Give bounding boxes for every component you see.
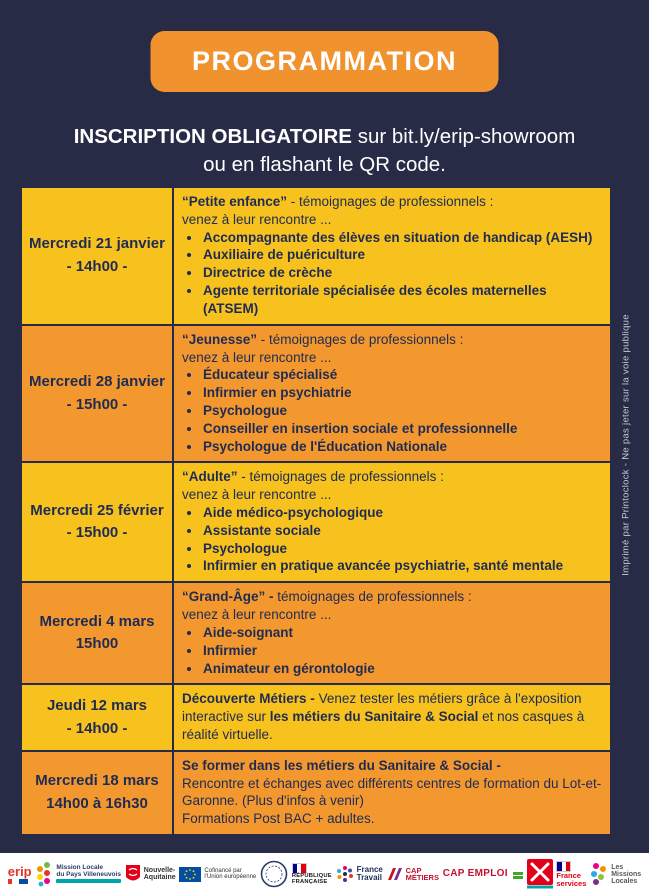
cap-metiers-line2: MÉTIERS <box>405 873 439 882</box>
session-title: “Adulte” - témoignages de professionnels : <box>182 469 444 485</box>
schedule-table <box>22 188 610 834</box>
session-title: “Petite enfance” - témoignages de professionnels : <box>182 194 494 209</box>
missions-locales-line1: Les <box>611 863 624 871</box>
logo-union-europeenne <box>179 867 256 882</box>
session-subtitle: venez à leur rencontre ... <box>182 607 332 623</box>
logo-erip <box>8 865 32 884</box>
date-line: - 14h00 - <box>66 257 128 275</box>
date-line: - 14h00 - <box>66 719 128 737</box>
missions-locales-line2: Missions <box>611 870 642 878</box>
bullet-item: • Conseiller en insertion sociale et professionnelle <box>202 420 604 438</box>
cap-emploi-wordmark: CAP EMPLOI <box>442 868 508 879</box>
schedule-row <box>22 188 610 324</box>
nouvelle-aquitaine-line1: Nouvelle- <box>143 867 176 874</box>
missions-locales-line3: Locales <box>611 877 638 885</box>
round-seal-icon <box>260 860 288 888</box>
bullet-item: • Auxiliaire de puériculture <box>202 246 604 264</box>
logo-cap-emploi <box>443 869 523 879</box>
date-cell <box>22 463 172 581</box>
mission-locale-circles-icon <box>35 861 53 887</box>
bullet-item: • Psychologue <box>202 402 604 420</box>
bullet-item: • Directrice de crèche <box>202 264 604 282</box>
date-line: - 15h00 - <box>66 395 128 413</box>
cap-metiers-ribbon-icon <box>387 866 403 882</box>
red-cross-tile-icon <box>527 859 553 889</box>
nouvelle-aquitaine-shield-icon <box>125 864 141 884</box>
france-travail-line2: Travail <box>356 873 382 882</box>
inscription-line1 <box>0 123 649 151</box>
france-travail-line1: France <box>356 865 383 874</box>
france-travail-star-icon <box>336 865 354 883</box>
date-cell <box>22 752 172 834</box>
date-line: Mercredi 25 février <box>30 501 164 519</box>
bullet-item: • Psychologue <box>202 540 604 558</box>
date-line: Mercredi 21 janvier <box>29 235 165 253</box>
eu-line2: l'Union européenne <box>204 874 257 880</box>
content-cell <box>174 685 610 749</box>
session-subtitle: venez à leur rencontre ... <box>182 487 332 503</box>
bullet-item: • Infirmier en psychiatrie <box>202 384 604 402</box>
date-cell <box>22 326 172 462</box>
logo-nouvelle-aquitaine <box>125 864 176 884</box>
inscription-line2: ou en flashant le QR code. <box>203 152 446 176</box>
inscription-url: sur bit.ly/erip-showroom <box>352 125 576 148</box>
bullet-item: • Aide-soignant <box>202 624 604 642</box>
bullet-item: • Infirmier en pratique avancée psychiatrie, santé mentale <box>202 557 604 575</box>
inscription-bold: INSCRIPTION OBLIGATOIRE <box>73 125 352 148</box>
session-paragraph: Se former dans les métiers du Sanitaire & Social - Rencontre et échanges avec différents centres de formation du Lot-et-Garonne. (Plus d'infos à venir) Formations Post BAC + adultes. <box>182 757 602 827</box>
date-cell <box>22 188 172 324</box>
date-cell <box>22 583 172 683</box>
bullet-item: • Éducateur spécialisé <box>202 366 604 384</box>
nouvelle-aquitaine-line2: Aquitaine <box>143 874 176 881</box>
schedule-row <box>22 583 610 683</box>
session-title: “Grand-Âge” - témoignages de professionnels : <box>182 589 472 605</box>
content-cell <box>174 583 610 683</box>
mission-locale-line2: du Pays Villeneuvois <box>56 870 121 878</box>
erip-flags-icon <box>8 879 32 884</box>
content-cell <box>174 463 610 581</box>
logo-agglomeration <box>527 859 553 889</box>
content-cell <box>174 326 610 462</box>
logo-france-services <box>556 861 586 887</box>
eu-line1: Cofinancé par <box>204 868 242 874</box>
bullet-list <box>182 624 604 677</box>
logo-mission-locale-villeneuvois <box>35 861 121 887</box>
france-services-line2: services <box>556 878 587 888</box>
content-cell <box>174 188 610 324</box>
content-cell <box>174 752 610 834</box>
mission-locale-line1: Mission Locale <box>56 864 104 871</box>
session-title: “Jeunesse” - témoignages de professionnels : <box>182 331 464 347</box>
bullet-item: • Accompagnante des élèves en situation de handicap (AESH) <box>202 229 604 247</box>
logo-seal <box>260 860 288 888</box>
session-paragraph: Découverte Métiers - Venez tester les métiers grâce à l'exposition interactive sur les métiers du Sanitaire & Social et nos casques à réalité virtuelle. <box>182 691 585 742</box>
bullet-list <box>182 229 604 318</box>
rf-line2: FRANÇAISE <box>291 878 328 885</box>
programmation-banner: PROGRAMMATION <box>150 31 499 92</box>
date-cell <box>22 685 172 749</box>
erip-wordmark: erip <box>7 863 32 879</box>
cap-metiers-line1: CAP <box>405 865 422 875</box>
bullet-item: • Aide médico-psychologique <box>202 504 604 522</box>
logo-france-travail <box>336 865 383 883</box>
logo-cap-metiers <box>387 866 439 882</box>
missions-locales-circles-icon <box>590 862 608 886</box>
schedule-row <box>22 463 610 581</box>
date-line: 15h00 <box>75 635 119 653</box>
date-line: - 15h00 - <box>66 524 128 542</box>
schedule-row <box>22 752 610 834</box>
bullet-item: • Psychologue de l'Éducation Nationale <box>202 438 604 456</box>
date-line: Jeudi 12 mars <box>46 697 148 715</box>
session-subtitle: venez à leur rencontre ... <box>182 211 332 227</box>
bullet-list <box>182 504 604 575</box>
bullet-list <box>182 366 604 455</box>
cap-emploi-green-icon <box>513 870 523 879</box>
mission-locale-banner <box>56 879 121 883</box>
date-line: Mercredi 4 mars <box>39 612 155 630</box>
footer-logo-strip <box>0 853 649 895</box>
bullet-item: • Animateur en gérontologie <box>202 660 604 678</box>
france-services-line1: France <box>556 871 581 880</box>
schedule-row <box>22 326 610 462</box>
bullet-item: • Assistante sociale <box>202 522 604 540</box>
print-note: Imprimé par Printoclock - Ne pas jeter sur la voie publique <box>620 314 632 576</box>
session-subtitle: venez à leur rencontre ... <box>182 349 332 365</box>
date-line: Mercredi 28 janvier <box>29 373 165 391</box>
logo-missions-locales <box>590 862 641 886</box>
date-line: Mercredi 18 mars <box>35 772 159 790</box>
date-line: 14h00 à 16h30 <box>46 794 148 812</box>
eu-flag-icon <box>179 867 201 882</box>
rf-line1: RÉPUBLIQUE <box>291 872 332 879</box>
bullet-item: • Agente territoriale spécialisée des écoles maternelles (ATSEM) <box>202 282 604 318</box>
logo-republique-francaise <box>292 863 332 886</box>
bullet-item: • Infirmier <box>202 642 604 660</box>
schedule-row <box>22 685 610 749</box>
inscription-note <box>0 123 649 178</box>
